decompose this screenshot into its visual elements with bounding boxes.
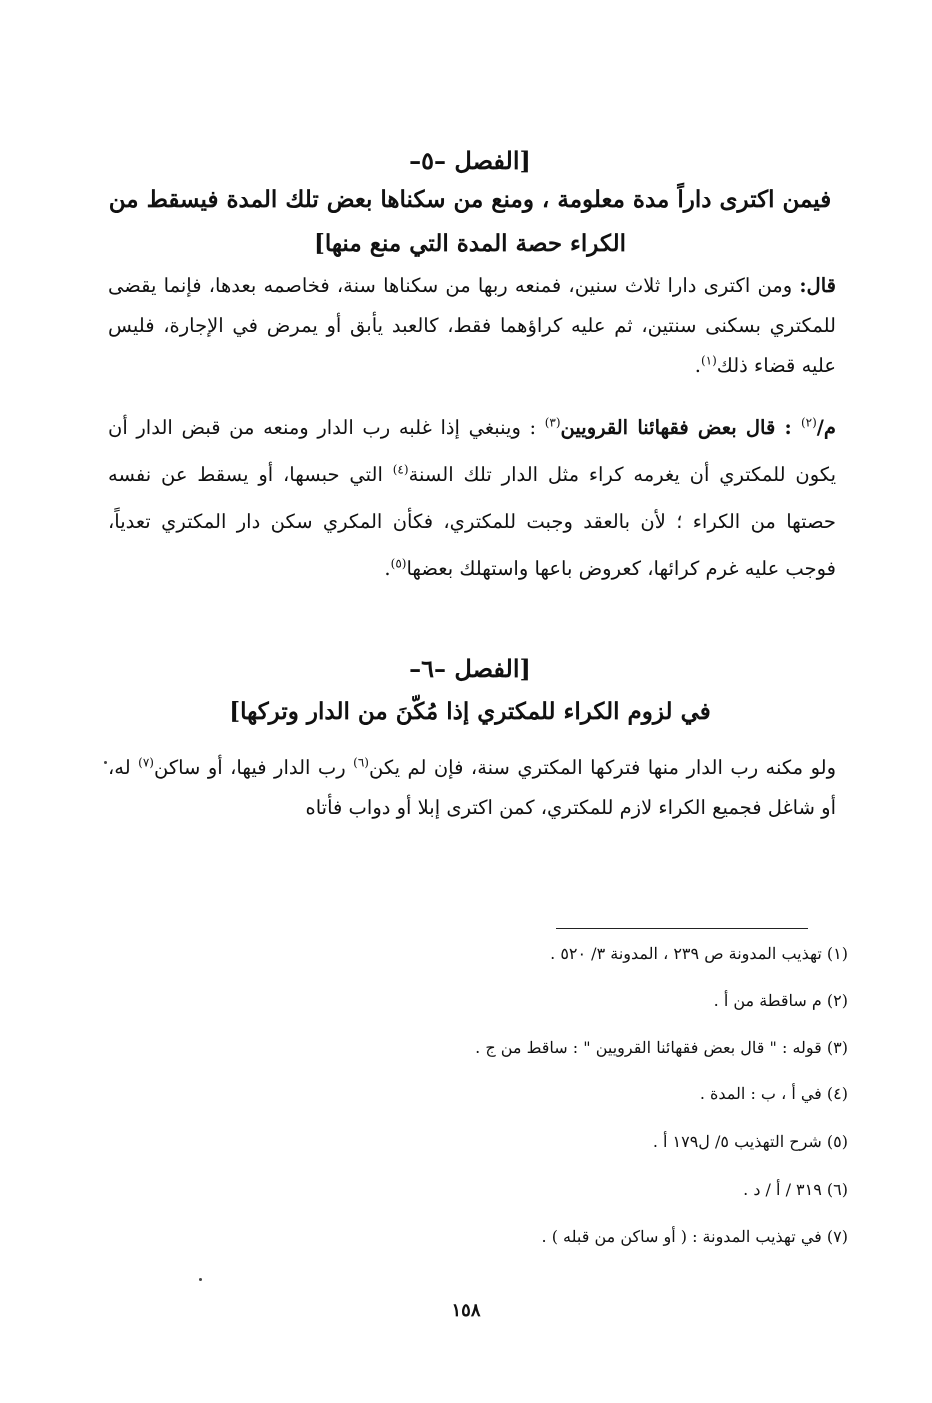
footnote-1: (١) تهذيب المدونة ص ٢٣٩ ، المدونة ٣/ ٥٢٠ .: [550, 944, 848, 963]
footnote-ref-3: (٣): [544, 415, 561, 430]
paragraph-text-a: : وينبغي إذا غلبه رب الدار ومنعه من قبض الدار أن يكون للمكتري أن يغرمه كراء مثل الدار تلك السنة: [108, 416, 836, 486]
footnote-3: (٣) قوله : " قال بعض فقهائنا القرويين " : ساقط من ج .: [475, 1038, 848, 1057]
chapter-title-5-line-1: فيمن اكترى داراً مدة معلومة ، ومنع من سكناها بعض تلك المدة فيسقط من: [108, 186, 832, 213]
footnote-7: (٧) في تهذيب المدونة : ( أو ساكن من قبله ) .: [541, 1227, 848, 1246]
paragraph-tamkin: [108, 748, 836, 828]
footnote-separator: [556, 928, 808, 929]
paragraph-lead: قال:: [799, 274, 836, 297]
footnote-ref-6: (٦): [353, 755, 369, 770]
footnote-ref-2: (٢): [800, 415, 817, 430]
paragraph-marker: م/: [816, 416, 836, 439]
paragraph-end: .: [384, 557, 391, 580]
page-number: ١٥٨: [451, 1300, 481, 1321]
footnote-ref-7: (٧): [138, 755, 154, 770]
chapter-heading-6: [الفصل –٦–: [409, 654, 531, 683]
footnote-6: (٦) ٣١٩ / أ / د .: [743, 1180, 848, 1199]
paragraph-text-b: رب الدار فيها، أو ساكن: [153, 756, 354, 779]
chapter-heading-5: [الفصل –٥–: [409, 146, 531, 175]
footnote-ref-1: (١): [700, 353, 717, 368]
chapter-title-6: في لزوم الكراء للمكتري إذا مُكّنَ من الدار وتركها]: [229, 698, 711, 725]
footnote-ref-5: (٥): [390, 556, 407, 571]
footnote-2: (٢) م ساقطة من أ .: [713, 991, 848, 1010]
scan-speck: [104, 761, 107, 764]
footnote-5: (٥) شرح التهذيب ٥/ ل١٧٩ أ .: [652, 1132, 848, 1151]
footnote-ref-4: (٤): [392, 462, 409, 477]
paragraph-text-a: ولو مكنه رب الدار منها فتركها المكتري سنة، فإن لم يكن: [368, 756, 837, 779]
paragraph-text-b: التي حبسها، أو يسقط عن نفسه حصتها من الكراء ؛ لأن بالعقد وجبت للمكتري، فكأن المكري سكن دار المكتري تعدياً، فوجب عليه غرم كرائها، كعروض باعها واستهلك بعضها: [108, 463, 836, 580]
paragraph-text-c: له، أو شاغل فجميع الكراء لازم للمكتري، كمن اكترى إبلا أو دواب فأتاه: [108, 756, 836, 819]
paragraph-lead: : قال بعض فقهائنا القرويين: [560, 416, 801, 439]
paragraph-qarawiyyin: [108, 404, 836, 592]
chapter-title-5-line-2: الكراء حصة المدة التي منع منها]: [313, 230, 627, 257]
paragraph-end: .: [694, 354, 701, 377]
footnote-4: (٤) في أ ، ب : المدة .: [699, 1084, 848, 1103]
paragraph-qal: [108, 266, 836, 386]
scan-speck: [199, 1278, 202, 1281]
paragraph-text: ومن اكترى دارا ثلاث سنين، فمنعه ربها من سكناها سنة، فخاصمه بعدها، فإنما يقضى للمكتري بسكنى سنتين، ثم عليه كراؤهما فقط، كالعبد يأبق أو يمرض في الإجارة، فليس عليه قضاء ذلك: [108, 274, 836, 377]
